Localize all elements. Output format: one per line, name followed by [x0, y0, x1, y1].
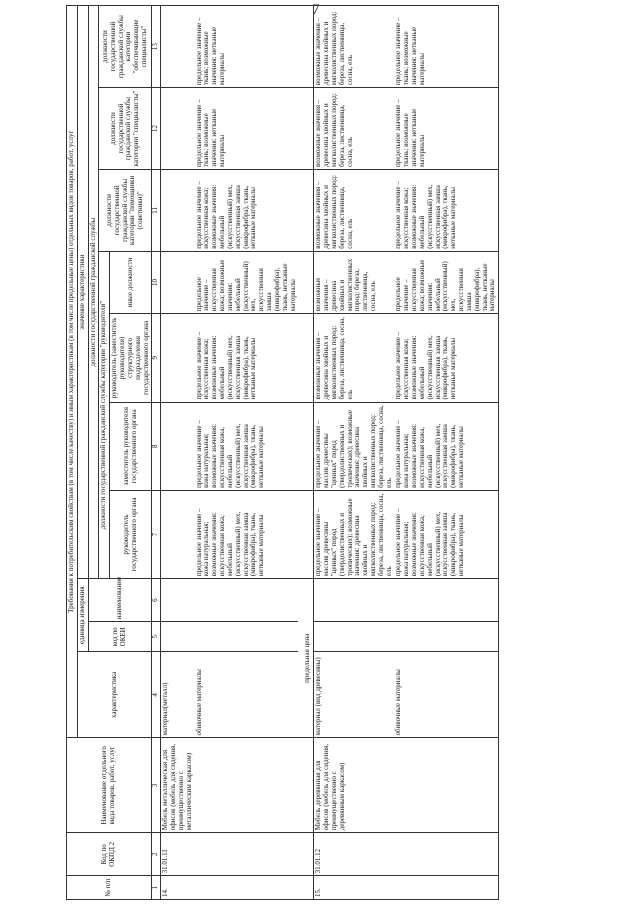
header-positions: должности государственной гражданской службы — [88, 6, 99, 579]
value-col11 — [161, 169, 195, 251]
value-col13: предельное значение – ткань; возможные значения: нетканые материалы — [195, 6, 299, 88]
value-col9: предельное значение – искусственная кожа; возможные значения: мебельный (искусственный) мех, искусственная замша (микрофибра), ткань, нетканые материалы — [394, 314, 498, 402]
value-col12: предельное значение – ткань; возможные значения: нетканые материалы — [195, 88, 299, 170]
header-helpers: должности государственной гражданской службы категории "помощники (советники)" — [99, 169, 152, 251]
value-col8 — [161, 402, 195, 490]
col-num: 7 — [152, 490, 161, 578]
column-number-row — [152, 6, 161, 900]
value-col7: предельное значение – кожа натуральная; возможные значения: искусственная кожа, мебельный (искусственный) мех, искусственная замша (микрофибра), ткань, нетканые материалы — [394, 490, 498, 578]
col-num: 4 — [152, 652, 161, 738]
col-num: 9 — [152, 314, 161, 402]
header-specialists: должности государственной гражданской службы категории "специалисты" — [99, 88, 152, 170]
header-other-positions: иные должности — [110, 251, 152, 313]
header-head-of-body: руководитель государственного органа — [110, 490, 152, 578]
col-num: 12 — [152, 88, 161, 170]
value-col11: предельное значение – искусственная кожа; возможные значения: мебельный (искусственный) мех, искусственная замша (микрофибра), ткань, нетканые материалы — [195, 169, 299, 251]
header-deputy-head: заместитель руководителя государственного органа — [110, 402, 152, 490]
row-num: 15. — [314, 876, 395, 900]
header-num: № п/п — [67, 876, 152, 900]
value-col12 — [161, 88, 195, 170]
value-col7: предельное значение – кожа натуральная; возможные значения: искусственная кожа, мебельный (искусственный) мех, искусственная замша (микрофибра), ткань, нетканые материалы — [195, 490, 299, 578]
header-value-group: значение характеристики — [77, 6, 88, 579]
col-num: 10 — [152, 251, 161, 313]
header-code: Код по ОКПД 2 — [67, 833, 152, 876]
value-col10 — [161, 251, 195, 313]
col-num: 3 — [152, 738, 161, 833]
value-col8: предельное значение – массив древесины "ценных" пород (твердолиственных и тропических); возможные значения: древесина хвойных и мягколиственных пород: береза, лиственница, сосна, ель — [314, 402, 395, 490]
table-row — [394, 6, 498, 900]
row-code: 31.01.12 — [314, 833, 395, 876]
value-col13: возможные значения – древесина хвойных и мягколиственных пород: береза, лиственница, сосна, ель — [314, 6, 395, 88]
header-providing-specialists: должности государственной гражданской службы категории "обеспечивающие специалисты" — [99, 6, 152, 88]
row-name: Мебель деревянная для офисов (мебель для сидения, преимущественно с деревянным каркасом) — [314, 738, 395, 833]
table-row — [298, 6, 313, 900]
row-code: 31.01.11 — [161, 833, 195, 876]
value-col10: предельное значение – искусственная кожа; возможные значения: мебельный (искусственный) мех, искусственная замша (микрофибра), ткань, нетканые материалы — [394, 251, 498, 313]
value-col10: возможные значения – древесина хвойных и мягколиственных пород: береза, лиственница, сосна, ель — [314, 251, 395, 313]
value-col9 — [161, 314, 195, 402]
row-unit — [161, 579, 195, 622]
value-col12: возможные значения – древесина хвойных и мягколиственных пород: береза, лиственница, сосна, ель — [314, 88, 395, 170]
header-okei: код по ОКЕИ — [88, 622, 152, 652]
col-num: 5 — [152, 622, 161, 652]
col-num: 13 — [152, 6, 161, 88]
col-num: 2 — [152, 833, 161, 876]
header-category-heads: должности государственной гражданской службы категории "руководители" — [99, 251, 110, 578]
value-col12: предельное значение – ткань; возможные значения: нетканые материалы — [394, 88, 498, 170]
col-num: 8 — [152, 402, 161, 490]
rotated-table-sheet — [66, 5, 640, 900]
row-characteristic-2: обивочные материалы — [195, 652, 299, 738]
value-col11: предельное значение – искусственная кожа; возможные значения: мебельный (искусственный) мех, искусственная замша (микрофибра), ткань, нетканые материалы — [394, 169, 498, 251]
header-structural-head: руководитель (заместитель руководителя) структурного подразделения государственного органа — [110, 314, 152, 402]
value-col8: предельное значение – кожа натуральная; возможные значения: искусственная кожа, мебельный (искусственный) мех, искусственная замша (микрофибра), ткань, нетканые материалы — [195, 402, 299, 490]
value-col8: предельное значение – кожа натуральная; возможные значения: искусственная кожа, мебельный (искусственный) мех, искусственная замша (микрофибра), ткань, нетканые материалы — [394, 402, 498, 490]
value-col13 — [161, 6, 195, 88]
value-col7: предельное значение – массив древесины "ценных" пород (твердолиственных и тропических); возможные значения: древесина хвойных и мягколиственных пород: береза, лиственница, сосна, ель — [314, 490, 395, 578]
page-number: 7 — [312, 2, 320, 18]
row-okei — [314, 622, 395, 652]
value-col11: возможные значения – древесина хвойных и мягколиственных пород: береза, лиственница, сосна, ель — [314, 169, 395, 251]
header-requirements: Требования к потребительским свойствам (в том числе качеству) и иным характеристикам (в том числе предельные цены) отдельных видов товаров, работ, услуг — [67, 6, 78, 738]
row-characteristic-2: обивочные материалы — [394, 652, 498, 738]
col-num: 11 — [152, 169, 161, 251]
header-unit-name: наименование — [88, 579, 152, 622]
table-row — [314, 6, 395, 900]
col-num: 6 — [152, 579, 161, 622]
row-characteristic: материал (вид древесины) — [314, 652, 395, 738]
value-col9: предельное значение – искусственная кожа; возможные значения: мебельный (искусственный) мех, искусственная замша (микрофибра), ткань, нетканые материалы — [195, 314, 299, 402]
value-col13: предельное значение – ткань; возможные значения: нетканые материалы — [394, 6, 498, 88]
row-characteristic: материал(металл) — [161, 652, 195, 738]
value-col7 — [161, 490, 195, 578]
value-col10: предельное значение – искусственная кожа; возможные значения: мебельный (искусственный) мех, искусственная замша (микрофибра), ткань, нетканые материалы — [195, 251, 299, 313]
table-row — [161, 6, 195, 900]
header-characteristic: характеристика — [77, 652, 152, 738]
limit-price-label: предельная цена — [298, 579, 313, 738]
header-unit-group: единица измерения — [77, 579, 88, 652]
col-num: 1 — [152, 876, 161, 900]
row-name: Мебель металлическая для офисов (мебель для сидения, преимущественно с металлическим каркасом) — [161, 738, 195, 833]
table-row — [195, 6, 299, 900]
header-name: Наименование отдельного вида товаров, работ, услуг — [67, 738, 152, 833]
row-unit — [314, 579, 395, 622]
value-col9: возможные значения – древесина хвойных и мягколиственных пород: береза, лиственница, сосна, ель — [314, 314, 395, 402]
row-okei — [161, 622, 195, 652]
row-num: 14. — [161, 876, 195, 900]
requirements-table — [66, 5, 499, 900]
